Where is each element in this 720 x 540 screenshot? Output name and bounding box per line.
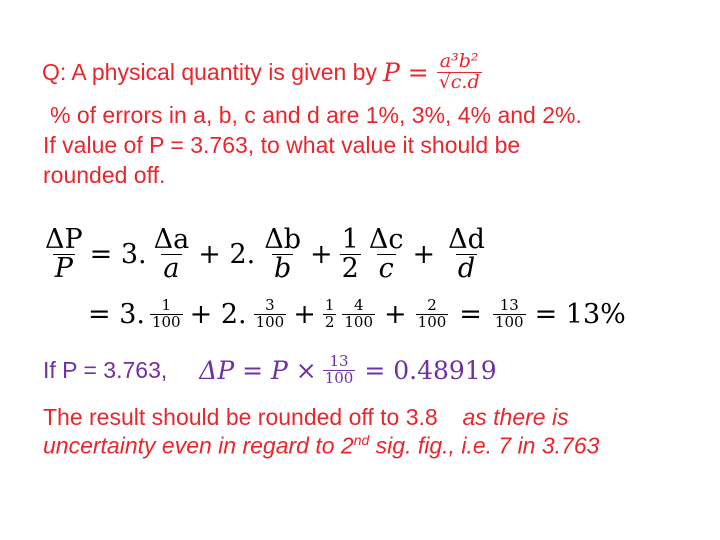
term-b-numerator: Δb [264, 224, 302, 255]
term-d-numerator: Δd [448, 224, 485, 255]
formula-lhs: P = [382, 57, 429, 87]
numerator: 2 [427, 296, 437, 314]
calc-result: = 0.48919 [364, 355, 497, 385]
question-line4: rounded off. [43, 162, 166, 188]
equation-substitution [88, 298, 626, 331]
plus-two: + 2. [198, 239, 256, 271]
question-prefix: Q: A physical quantity is given by [42, 58, 377, 85]
question-line2: % of errors in a, b, c and d are 1%, 3%, 4% and 2%. [50, 102, 582, 128]
frac-1-100 [150, 298, 183, 331]
term-b [262, 226, 303, 284]
half-numerator: 1 [341, 224, 359, 255]
half-fraction [340, 226, 361, 284]
denominator: 100 [344, 312, 374, 331]
numerator: 4 [353, 296, 364, 314]
frac-2-100 [416, 298, 449, 331]
calc-expression: ΔP = P × [199, 355, 317, 385]
formula-numerator: a³b² [439, 50, 479, 72]
conclusion-text: uncertainty even in regard to 2 [43, 432, 354, 459]
calc-fraction [323, 354, 356, 387]
calc-denominator: 100 [324, 368, 354, 387]
formula-denominator: √c.d [438, 70, 480, 93]
term-c-denominator: c [378, 253, 394, 285]
conclusion-text: sig. fig., i.e. 7 in 3.763 [369, 432, 600, 459]
lhs-denominator: P [54, 253, 73, 285]
lhs-numerator: ΔP [45, 224, 83, 255]
calculation-line [43, 354, 497, 387]
denominator: 100 [255, 312, 285, 331]
term-d-denominator: d [457, 253, 476, 285]
term-a-denominator: a [163, 253, 180, 285]
equation-relative-error [40, 226, 490, 284]
calc-label: If P = 3.763, [43, 356, 168, 383]
frac-half [323, 298, 337, 331]
equals-three: = 3. [88, 298, 145, 330]
formula-fraction [437, 52, 482, 93]
denominator: 100 [417, 312, 447, 331]
numerator: 1 [324, 296, 335, 314]
term-d [446, 226, 487, 284]
numerator: 3 [265, 296, 275, 314]
numerator: 1 [161, 296, 172, 314]
conclusion-line1 [43, 404, 569, 431]
plus-sign: + [384, 298, 407, 330]
equals-three: = 3. [89, 239, 147, 271]
conclusion-text: The result should be rounded off to 3.8 [43, 404, 438, 430]
plus-two: + 2. [189, 298, 247, 330]
term-c [367, 226, 406, 284]
equals-sign: = [459, 298, 482, 330]
conclusion-italic: as there is [462, 404, 569, 430]
lhs-fraction [43, 226, 85, 284]
denominator: 100 [494, 312, 524, 331]
question-line1 [42, 52, 485, 93]
denominator: 2 [324, 312, 335, 331]
denominator: 100 [151, 312, 181, 331]
frac-13-100 [493, 298, 526, 331]
term-a [152, 226, 192, 284]
plus-sign: + [310, 239, 333, 271]
plus-sign: + [293, 298, 316, 330]
term-b-denominator: b [273, 253, 292, 285]
numerator: 13 [499, 296, 519, 314]
result-percent: = 13% [534, 298, 626, 330]
frac-4-100 [342, 298, 375, 331]
term-c-numerator: Δc [368, 224, 404, 255]
question-line3: If value of P = 3.763, to what value it should be [43, 132, 521, 158]
plus-sign: + [412, 239, 436, 271]
term-a-numerator: Δa [153, 224, 190, 255]
conclusion-line2 [43, 432, 599, 460]
superscript: nd [353, 432, 370, 448]
frac-3-100 [254, 298, 287, 331]
calc-numerator: 13 [329, 352, 349, 370]
half-denominator: 2 [341, 253, 359, 285]
